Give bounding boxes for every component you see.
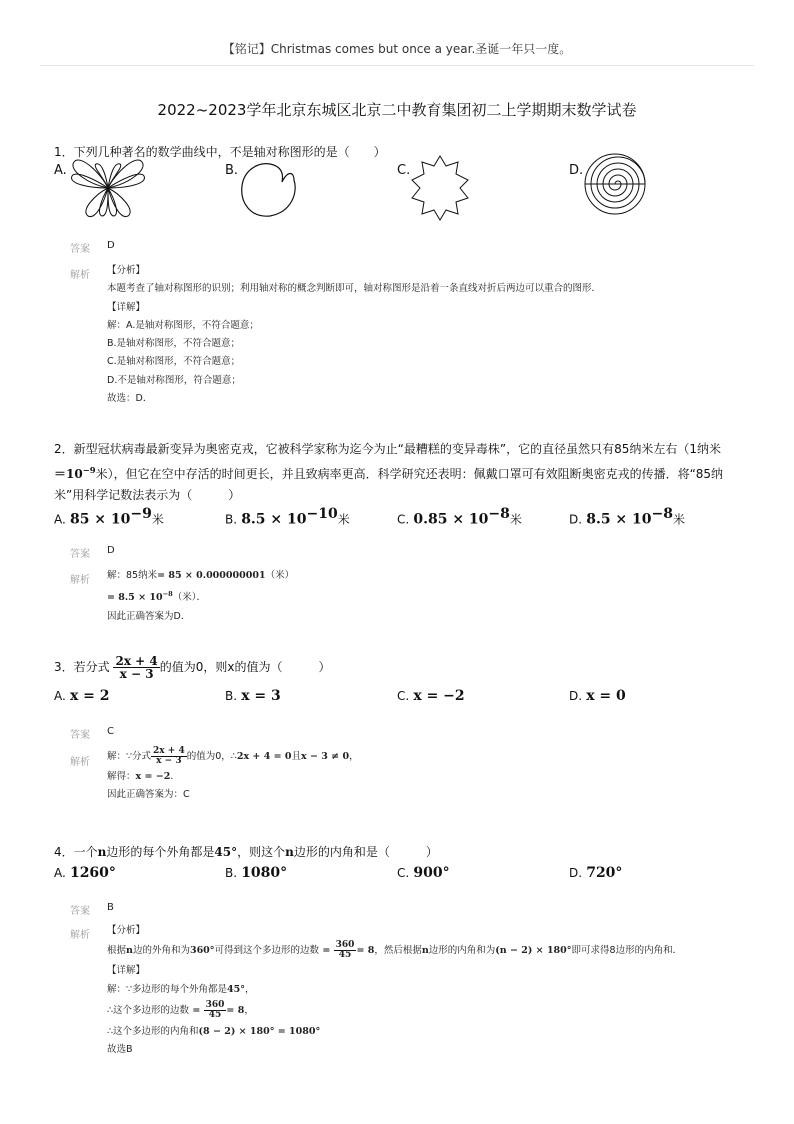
q1-answer-value: D: [107, 240, 115, 251]
document-title: 2022~2023学年北京东城区北京二中教育集团初二上学期期末数学试卷: [157, 101, 637, 119]
header-divider: [40, 65, 754, 66]
q2-solution: [107, 567, 727, 626]
q2-stem-line-2: $=10^{-9}$米），但它在空中存活的时间更长，并且致病率更高．科学研究还表明：佩戴口罩可有效阻断奥密克戎的传播．将“85纳: [54, 465, 724, 481]
q4-answer-label: 答案: [70, 906, 90, 917]
q4-solution-line: 【分析】: [107, 925, 146, 936]
q3-solution: [107, 746, 727, 805]
question-3-stem: 3．若分式 $\frac{2x + 4}{x - 3}$ 的值为0，则x的值为（ ）: [54, 654, 331, 681]
question-4-stem: 4．一个n边形的每个外角都是45°，则这个n边形的内角和是（ ）: [54, 845, 438, 859]
question-2-stem: [54, 439, 744, 506]
q1-option-b-label: B.: [225, 163, 239, 178]
q2-option-b: B. 8.5 × 10−10米: [225, 506, 350, 528]
q2-stem-line-1: 2．新型冠状病毒最新变异为奥密克戎，它被科学家称为迄今为止“最糟糕的变异毒株”，它的直径虽然只有85纳米左右（1纳米: [54, 442, 721, 456]
butterfly-curve-figure: [66, 154, 150, 222]
q3-option-a: A. x = 2: [54, 688, 110, 704]
q3-analysis-label: 解析: [70, 757, 90, 768]
q2-solution-line: 因此正确答案为D．: [107, 610, 191, 622]
q4-solution-line: ∴这个多边形的内角和(8 − 2) × 180° = 1080°: [107, 1025, 321, 1037]
q1-solution-line: 解：A.是轴对称图形，不符合题意；: [107, 319, 259, 331]
q4-solution-line: 根据n边的外角和为360°可得到这个多边形的边数 = $\frac{360}{45}$ = 8，然后根据n边形的内角和为(n − 2) × 180°即可求得8边形的内角和．: [107, 940, 683, 961]
q1-option-c-label: C.: [397, 163, 411, 178]
q3-solution-line: 解得：x = −2．: [107, 771, 180, 782]
q4-solution-line: 解：∵多边形的每个外角都是45°，: [107, 983, 255, 995]
q4-solution-line: 【详解】: [107, 965, 146, 977]
q3-answer-label: 答案: [70, 730, 90, 741]
page-header-motto: 【铭记】Christmas comes but once a year.圣诞一年只一度。: [222, 42, 572, 56]
q3-option-b: B. x = 3: [225, 688, 281, 704]
q2-analysis-label: 解析: [70, 575, 90, 586]
question-1-stem: 1．下列几种著名的数学曲线中，不是轴对称图形的是（ ）: [54, 145, 386, 159]
q2-option-c: C. 0.85 × 10−8米: [397, 506, 522, 528]
q1-solution-line: 【详解】: [107, 301, 146, 313]
q4-solution: [107, 922, 727, 1059]
q4-option-d: D. 720°: [569, 865, 623, 881]
q3-fraction: $\frac{2x + 4}{x - 3}$: [115, 654, 158, 681]
q2-option-d: D. 8.5 × 10−8米: [569, 506, 686, 528]
q2-stem-line-3: 米”用科学记数法表示为（ ）: [54, 488, 241, 502]
q4-option-a: A. 1260°: [54, 865, 116, 881]
q2-solution-line: = $8.5 \times 10^{-8}$（米）．: [107, 590, 207, 604]
snowflake-curve-figure: [408, 154, 472, 222]
q1-solution-line: D.不是轴对称图形，符合题意；: [107, 374, 241, 386]
q3-solution-line: 解：∵分式 $\frac{2x + 4}{x - 3}$ 的值为0，∴2x + 4 = 0且x − 3 ≠ 0，: [107, 746, 359, 766]
q3-solution-line: 因此正确答案为：C: [107, 789, 190, 801]
q1-solution-line: B.是轴对称图形，不符合题意；: [107, 338, 241, 350]
q4-option-b: B. 1080°: [225, 865, 288, 881]
q2-answer-value: D: [107, 545, 115, 556]
q1-solution-line: 本题考查了轴对称图形的识别；利用轴对称的概念判断即可，轴对称图形是沿着一条直线对折后两边可以重合的图形．: [107, 283, 602, 295]
q3-option-d: D. x = 0: [569, 688, 626, 704]
question-4-options: [54, 865, 744, 889]
question-3-options: [54, 688, 744, 712]
q3-option-c: C. x = −2: [397, 688, 465, 704]
q1-option-d-label: D.: [569, 163, 584, 178]
q1-answer-label: 答案: [70, 244, 90, 255]
q3-answer-value: C: [107, 726, 114, 737]
q4-solution-line: ∴这个多边形的边数 = $\frac{360}{45}$ = 8，: [107, 999, 254, 1020]
q2-solution-line: 解：85纳米= 85 × 0.000000001（米）: [107, 570, 295, 581]
q4-solution-line: 故选B: [107, 1044, 133, 1056]
q1-solution-line: 故选：D．: [107, 393, 153, 405]
question-2-options: [54, 506, 744, 530]
q4-option-c: C. 900°: [397, 865, 450, 881]
cardioid-figure: [236, 158, 300, 220]
q1-solution-line: C.是轴对称图形，不符合题意；: [107, 356, 241, 368]
q1-analysis-label: 解析: [70, 270, 90, 281]
q4-answer-value: B: [107, 902, 114, 913]
q1-solution-line: 【分析】: [107, 265, 146, 276]
q2-option-a: A. 85 × 10−9米: [54, 506, 164, 528]
spiral-curve-figure: [583, 152, 647, 216]
q4-analysis-label: 解析: [70, 930, 90, 941]
q2-answer-label: 答案: [70, 549, 90, 560]
q1-solution: [107, 262, 727, 408]
q1-option-a-label: A.: [54, 163, 67, 178]
